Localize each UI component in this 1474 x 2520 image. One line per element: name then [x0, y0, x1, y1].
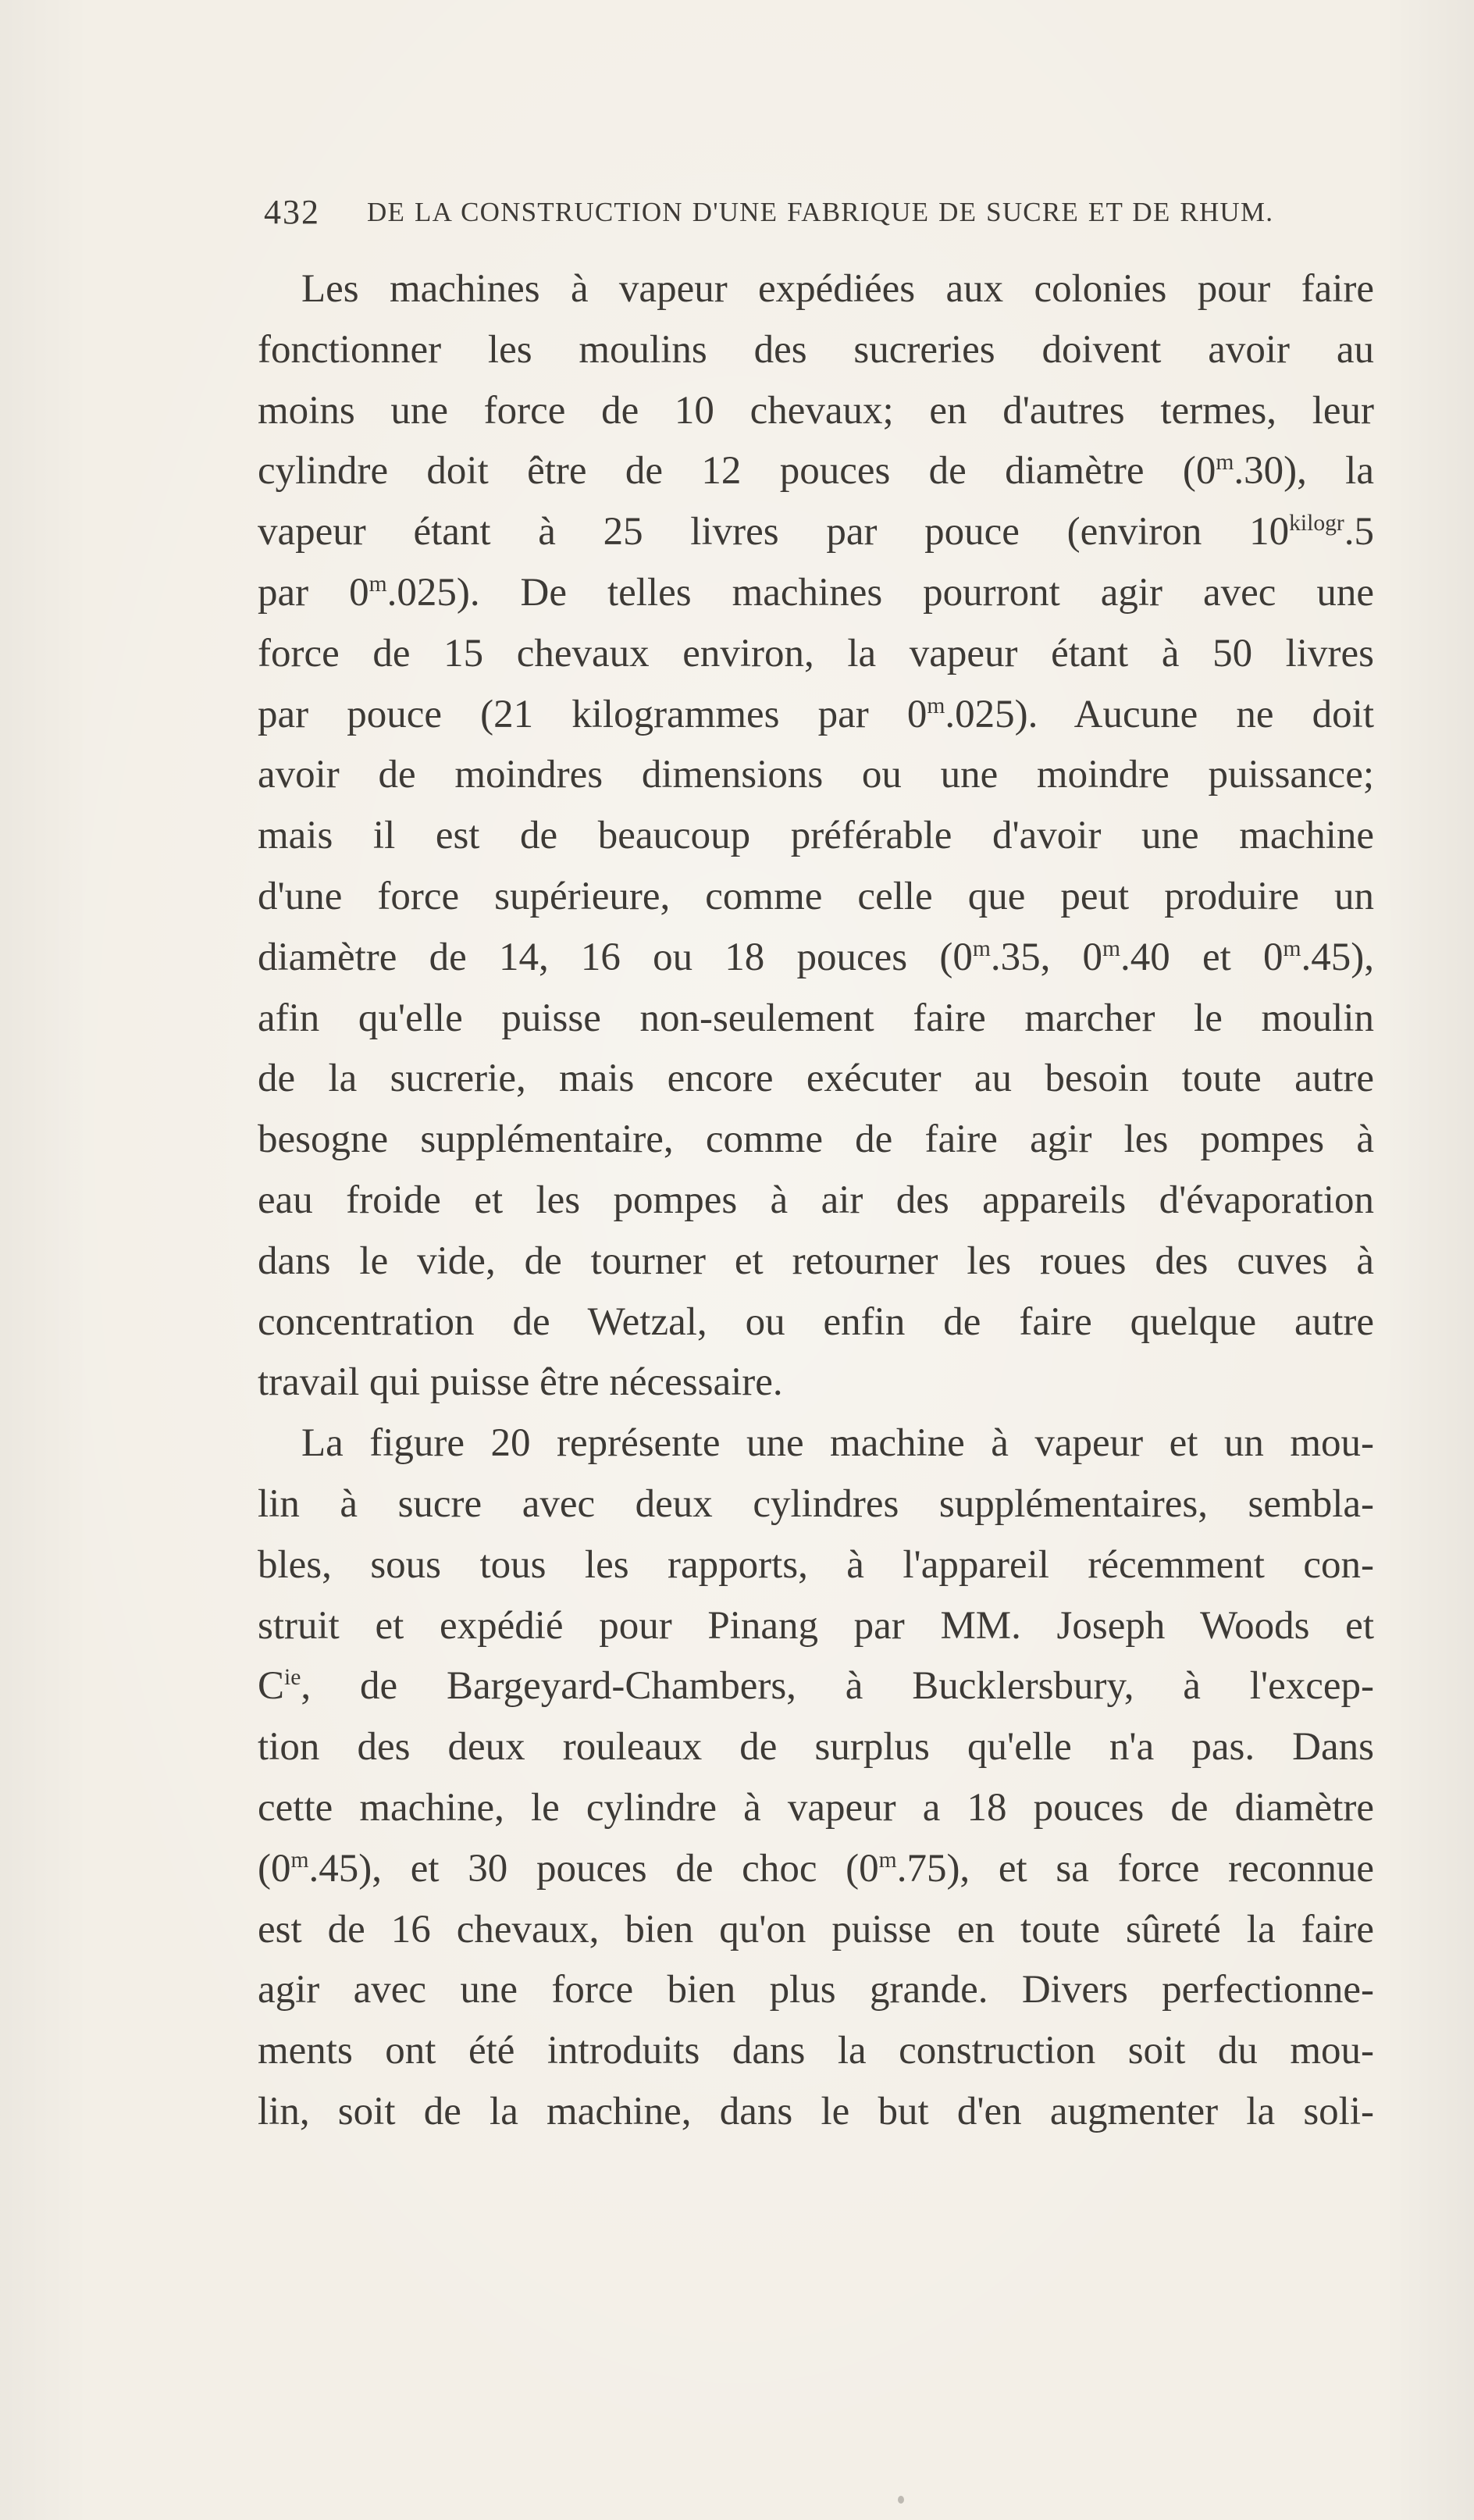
- text-line: besogne supplémentaire, comme de faire agir les pompes à: [258, 1117, 1374, 1162]
- text-line: est de 16 chevaux, bien qu'on puisse en toute sûreté la faire: [258, 1907, 1374, 1951]
- text-line: travail qui puisse être nécessaire.: [258, 1360, 783, 1405]
- text-line: struit et expédié pour Pinang par MM. Joseph Woods et: [258, 1603, 1374, 1648]
- text-line: (0$^m$.45), et 30 pouces de choc (0$^m$.75), et sa force reconnue: [258, 1846, 1374, 1891]
- text-line: ments ont été introduits dans la construction soit du mou-: [258, 2029, 1374, 2073]
- paragraph-1: [258, 259, 1374, 1413]
- text-line: tion des deux rouleaux de surplus qu'elle n'a pas. Dans: [258, 1725, 1374, 1770]
- text-line: Les machines à vapeur expédiées aux colonies pour faire: [301, 267, 1374, 311]
- page-header: [264, 192, 1371, 239]
- text-line: lin à sucre avec deux cylindres supplémentaires, sembla-: [258, 1481, 1374, 1526]
- running-head: DE LA CONSTRUCTION D'UNE FABRIQUE DE SUCRE ET DE RHUM.: [367, 197, 1274, 227]
- text-line: lin, soit de la machine, dans le but d'en augmenter la soli-: [258, 2089, 1374, 2133]
- text-line: cylindre doit être de 12 pouces de diamètre (0$^m$.30), la: [258, 449, 1374, 494]
- text-line: vapeur étant à 25 livres par pouce (environ $10^{kilogr}.5$: [258, 510, 1374, 554]
- text-line: afin qu'elle puisse non-seulement faire marcher le moulin: [258, 996, 1374, 1040]
- text-line: bles, sous tous les rapports, à l'appareil récemment con-: [258, 1542, 1374, 1587]
- text-line: cette machine, le cylindre à vapeur a 18 pouces de diamètre: [258, 1785, 1374, 1830]
- page-number: 432: [264, 193, 320, 231]
- page-speck: [898, 2496, 904, 2504]
- text-line: eau froide et les pompes à air des appareils d'évaporation: [258, 1178, 1374, 1222]
- text-line: avoir de moindres dimensions ou une moindre puissance;: [258, 753, 1374, 797]
- text-line: par 0$^m$.025). De telles machines pourront agir avec une: [258, 570, 1374, 615]
- body-text: [258, 259, 1374, 2143]
- text-line: fonctionner les moulins des sucreries doivent avoir au: [258, 327, 1374, 372]
- text-line: par pouce (21 kilogrammes par 0$^m$.025). Aucune ne doit: [258, 692, 1374, 736]
- text-line: d'une force supérieure, comme celle que peut produire un: [258, 874, 1374, 918]
- paragraph-2: [258, 1413, 1374, 2143]
- text-line: dans le vide, de tourner et retourner les roues des cuves à: [258, 1239, 1374, 1283]
- text-line: diamètre de 14, 16 ou 18 pouces (0$^m$.35, 0$^m$.40 et 0$^m$.45),: [258, 935, 1375, 979]
- text-line: de la sucrerie, mais encore exécuter au besoin toute autre: [258, 1057, 1374, 1101]
- text-line: moins une force de 10 chevaux; en d'autres termes, leur: [258, 388, 1374, 433]
- text-line: mais il est de beaucoup préférable d'avoir une machine: [258, 814, 1374, 858]
- text-line: agir avec une force bien plus grande. Divers perfectionne-: [258, 1968, 1374, 2012]
- text-line: La figure 20 représente une machine à vapeur et un mou-: [301, 1421, 1374, 1466]
- text-line: $C^{ie}$, de Bargeyard-Chambers, à Bucklersbury, à l'excep-: [258, 1664, 1374, 1709]
- text-line: concentration de Wetzal, ou enfin de faire quelque autre: [258, 1299, 1374, 1344]
- text-line: force de 15 chevaux environ, la vapeur étant à 50 livres: [258, 631, 1374, 675]
